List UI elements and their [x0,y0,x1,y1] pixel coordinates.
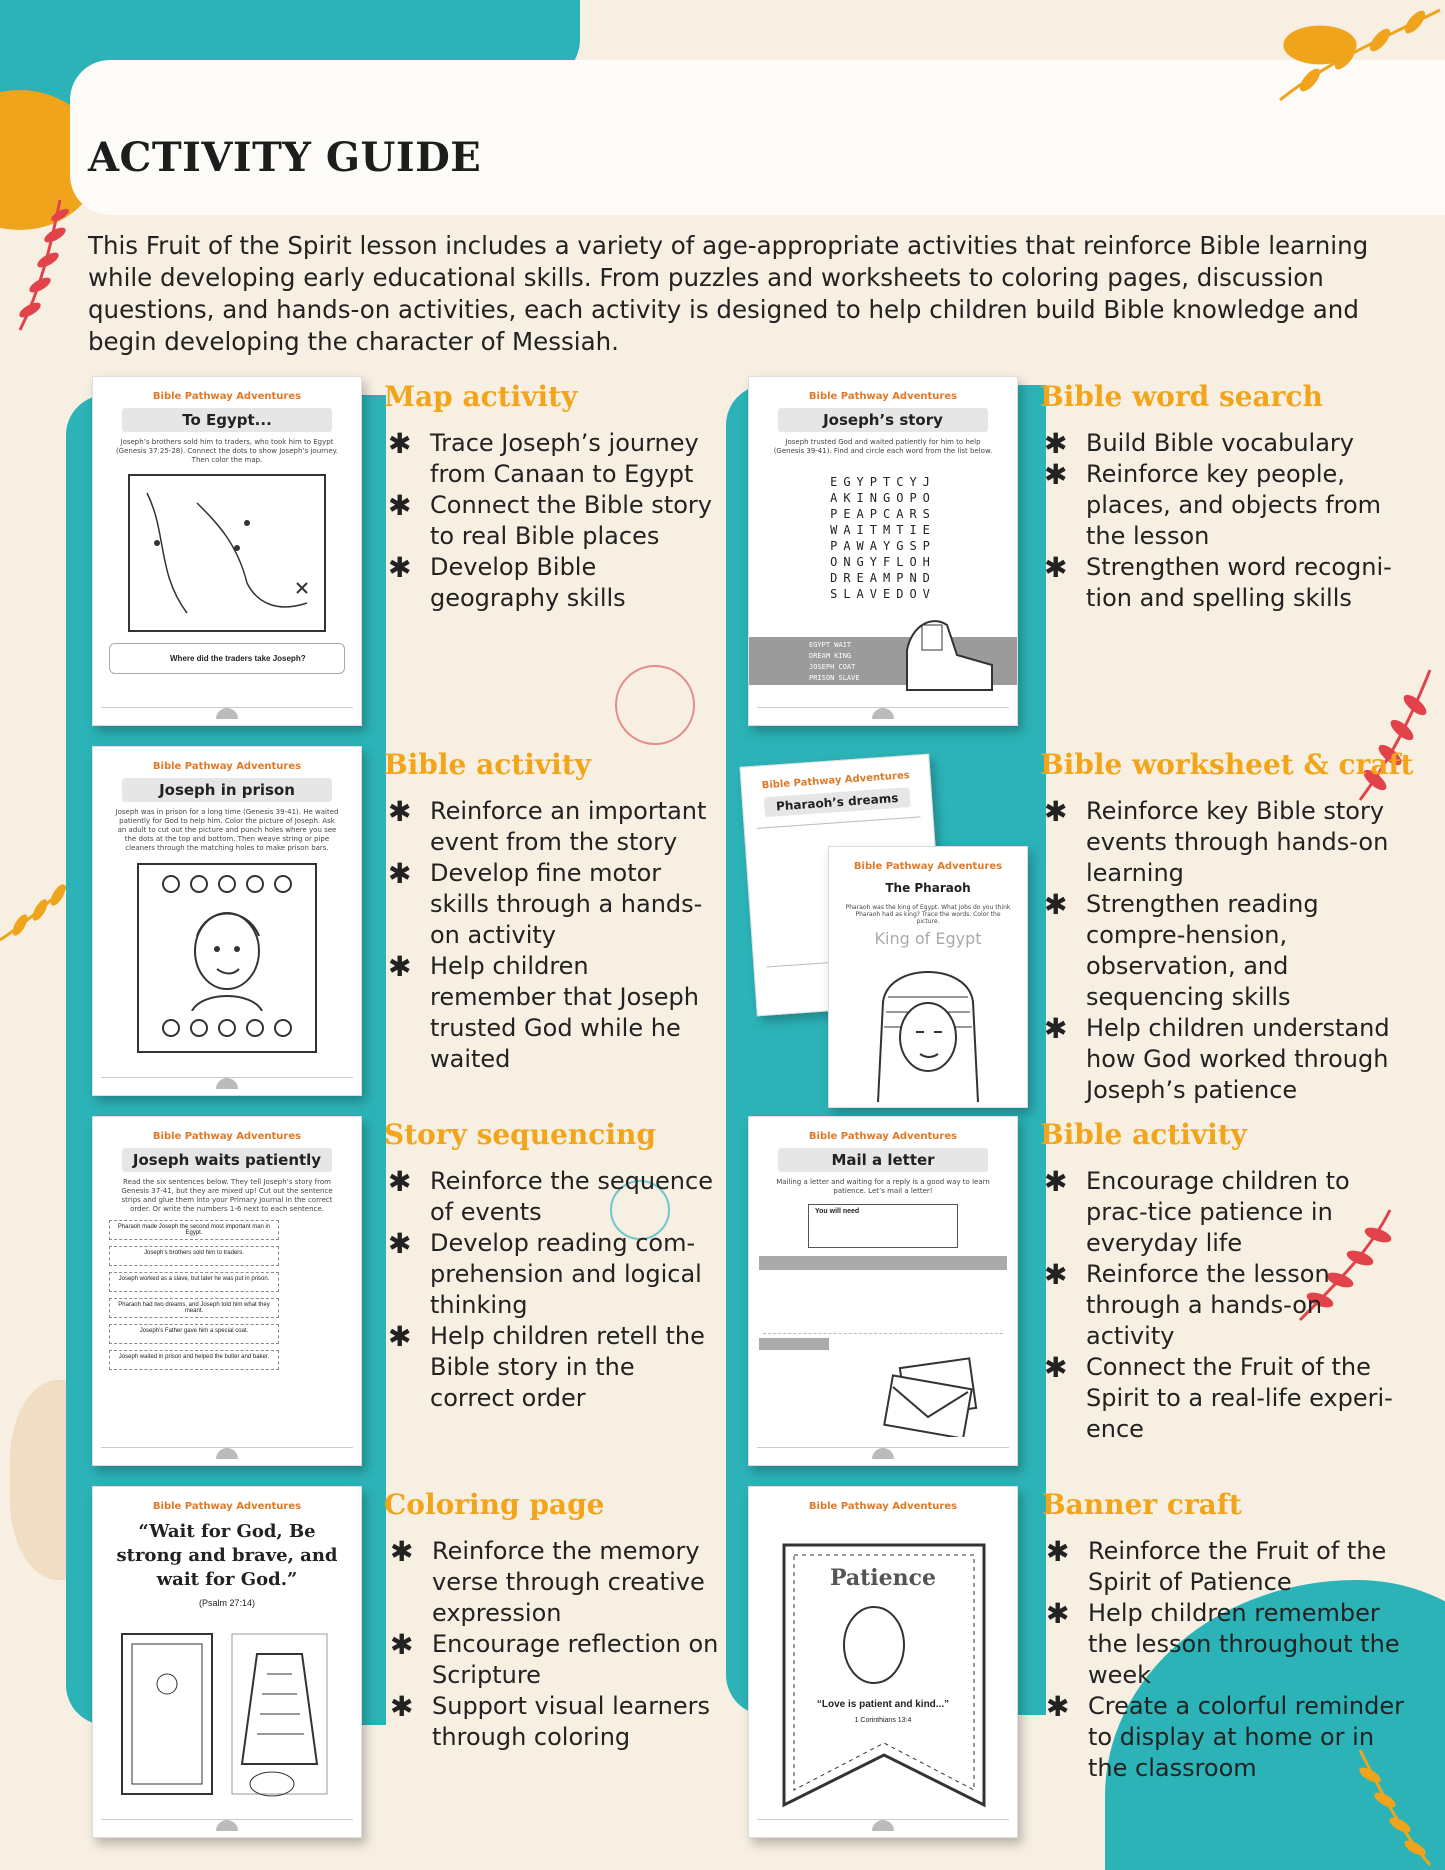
bullet-item: ✱ Reinforce an important event from the story [388,795,707,856]
brand-logo: Bible Pathway Adventures [853,861,1003,872]
card-description: Mailing a letter and waiting for a reply is a good way to learn patience. Let’s mail a letter! [776,1178,990,1195]
bullet-list-bible-activity-2 [1044,1166,1414,1445]
asterisk-bullet-icon: ✱ [1044,1258,1068,1291]
asterisk-bullet-icon: ✱ [1044,888,1068,921]
asterisk-bullet-icon: ✱ [388,795,412,828]
prison-craft-frame [137,863,317,1053]
sequence-strip: Pharaoh had two dreams, and Joseph told him what they meant. [109,1298,279,1318]
brand-logo: Bible Pathway Adventures [152,391,302,402]
card-title: Joseph waits patiently [122,1148,331,1172]
door-and-coat-illustration-icon [112,1614,342,1804]
asterisk-bullet-icon: ✱ [388,427,412,460]
map-activity-thumbnail [92,376,362,726]
bullet-item: ✱ Develop fine motor skills through a hands-on activity [388,857,703,949]
bullet-item: ✱ Develop Bible geography skills [388,551,626,612]
brand-logo: Bible Pathway Adventures [761,770,910,792]
bullet-item: ✱ Build Bible vocabulary [1044,427,1354,460]
asterisk-bullet-icon: ✱ [1046,1597,1070,1630]
brand-logo: Bible Pathway Adventures [808,1501,958,1512]
card-title: The Pharaoh [885,881,971,895]
coloring-page-thumbnail [92,1486,362,1838]
card-title: Joseph in prison [122,778,331,802]
card-title: Pharaoh’s dreams [763,787,911,817]
bullet-item: ✱ Develop reading com-prehension and logical thinking [388,1227,702,1319]
card-description: Joseph was in prison for a long time (Genesis 39-41). He waited patiently for God to help him. Color the picture of Joseph. Ask an adult to cut out the picture and punch holes where you see the dots at the top and bottom. Then weave string or pipe cleaners through the matching holes to make prison bars. [115,808,339,852]
sequence-strip: Joseph’s Father gave him a special coat. [109,1324,279,1344]
bible-activity-thumbnail [92,746,362,1096]
instructions-bar [759,1256,1007,1270]
word-search-thumbnail [748,376,1018,726]
section-title-bible-activity-2: Bible activity [1040,1118,1247,1151]
brand-logo: Bible Pathway Adventures [808,1131,958,1142]
card-footer [757,1447,1009,1459]
section-title-map-activity: Map activity [384,380,578,413]
sequence-strip: Joseph worked as a slave, but later he was put in prison. [109,1272,279,1292]
bullet-item: ✱ Support visual learners through coloring [390,1690,711,1751]
bullet-item: ✱ Help children retell the Bible story in the correct order [388,1320,705,1412]
discuss-bar [759,1338,829,1350]
hole-row-bottom [139,1019,315,1037]
asterisk-bullet-icon: ✱ [1044,551,1068,584]
intro-paragraph: This Fruit of the Spirit lesson includes a variety of age-appropriate activities that reinforce Bible learning while developing early educational skills. From puzzles and worksheets to coloring pages, discussion questions, and hands-on activities, each activity is designed to help children build Bible knowledge and begin developing the character of Messiah. [88,231,1369,356]
brand-logo: Bible Pathway Adventures [808,391,958,402]
banner-word: Patience [829,1565,937,1591]
asterisk-bullet-icon: ✱ [1044,458,1068,491]
brand-logo: Bible Pathway Adventures [152,1501,302,1512]
bullet-item: ✱ Reinforce the lesson through a hands-on activity [1044,1258,1330,1350]
bullet-list-story-sequencing [388,1166,718,1414]
bullet-list-bible-word-search [1044,428,1404,614]
hole-row-top [139,875,315,893]
card-footer [101,707,353,719]
asterisk-bullet-icon: ✱ [390,1690,414,1723]
red-leaf-sprig-icon [0,190,70,340]
section-title-bible-word-search: Bible word search [1040,380,1323,413]
word-list-bar: EGYPT WAIT DREAM KING JOSEPH COAT PRISON SLAVE [749,637,1017,685]
joseph-face-icon [177,901,277,1011]
the-pharaoh-thumbnail [828,846,1028,1108]
asterisk-bullet-icon: ✱ [1044,1351,1068,1384]
section-title-bible-worksheet-craft: Bible worksheet & craft [1040,748,1414,781]
story-sequencing-thumbnail [92,1116,362,1466]
bullet-item: ✱ Encourage reflection on Scripture [390,1628,719,1689]
bullet-item: ✱ Strengthen word recogni-tion and spelling skills [1044,551,1392,612]
asterisk-bullet-icon: ✱ [388,551,412,584]
bullet-item: ✱ Reinforce the memory verse through creative expression [390,1535,705,1627]
supplies-box: You will need [808,1204,958,1248]
bullet-item: ✱ Encourage children to prac-tice patience in everyday life [1044,1165,1350,1257]
bullet-item: ✱ Help children understand how God worked through Joseph’s patience [1044,1012,1390,1104]
bullet-item: ✱ Trace Joseph’s journey from Canaan to Egypt [388,427,699,488]
bullet-item: ✱ Strengthen reading compre-hension, observation, and sequencing skills [1044,888,1319,1011]
asterisk-bullet-icon: ✱ [1044,1012,1068,1045]
red-leaf-sprig-right-icon [1350,660,1440,810]
memory-verse: “Wait for God, Be strong and brave, and wait for God.” [116,1521,338,1590]
bullet-item: ✱ Reinforce key people, places, and objects from the lesson [1044,458,1382,550]
sequence-strips [93,1220,361,1370]
asterisk-bullet-icon: ✱ [390,1628,414,1661]
trace-words: King of Egypt [874,929,982,948]
verse-reference: (Psalm 27:14) [198,1598,256,1608]
bullet-list-banner-craft [1046,1536,1416,1784]
brand-logo: Bible Pathway Adventures [152,1131,302,1142]
asterisk-bullet-icon: ✱ [1046,1690,1070,1723]
banner-craft-thumbnail [748,1486,1018,1838]
asterisk-bullet-icon: ✱ [1044,427,1068,460]
sequence-strip: Joseph waited in prison and helped the butler and baker. [109,1350,279,1370]
card-footer [757,1819,1009,1831]
pharaoh-face-icon [858,952,998,1102]
asterisk-bullet-icon: ✱ [390,1535,414,1568]
card-question: Where did the traders take Joseph? [109,643,345,674]
card-footer [101,1447,353,1459]
bullet-item: ✱ Connect the Fruit of the Spirit to a real-life experi-ence [1044,1351,1393,1443]
bullet-list-bible-activity [388,796,718,1075]
sequence-strip: Joseph’s brothers sold him to traders. [109,1246,279,1266]
card-title: Joseph’s story [778,408,987,432]
word-search-grid: EGYPTCYJ AKINGOPO PEAPCARS WAITMTIE PAWAYGSP ONGYFLOH DREAMPND SLAVEDOV [830,475,936,601]
asterisk-bullet-icon: ✱ [388,950,412,983]
section-title-banner-craft: Banner craft [1042,1488,1242,1521]
sphinx-icon [887,595,997,695]
map-illustration-icon [127,473,327,633]
ring-decoration [615,665,695,745]
envelope-icon [883,1357,993,1437]
bullet-item: ✱ Reinforce the Fruit of the Spirit of Patience [1046,1535,1387,1596]
asterisk-bullet-icon: ✱ [1044,1165,1068,1198]
banner-quote: “Love is patient and kind...” [816,1699,950,1710]
card-description: Joseph trusted God and waited patiently for him to help (Genesis 39-41). Find and circle each word from the list below. [773,438,993,455]
card-description: Pharaoh was the king of Egypt. What jobs do you think Pharaoh had as king? Trace the words. Color the picture. [845,904,1011,925]
section-title-coloring-page: Coloring page [384,1488,605,1521]
bullet-item: ✱ Help children remember that Joseph trusted God while he waited [388,950,699,1073]
banner-reference: 1 Corinthians 13:4 [854,1717,912,1724]
sequence-strip: Pharaoh made Joseph the second most important man in Egypt. [109,1220,279,1240]
bullet-list-map-activity [388,428,718,614]
mail-a-letter-thumbnail [748,1116,1018,1466]
asterisk-bullet-icon: ✱ [1044,795,1068,828]
card-footer [757,707,1009,719]
card-footer [101,1077,353,1089]
bullet-list-bible-worksheet-craft [1044,796,1414,1106]
bullet-item: ✱ Reinforce key Bible story events through hands-on learning [1044,795,1389,887]
instructions-lines [763,1274,1003,1334]
bullet-list-coloring-page [390,1536,720,1753]
section-title-story-sequencing: Story sequencing [384,1118,656,1151]
section-title-bible-activity: Bible activity [384,748,591,781]
card-footer [101,1819,353,1831]
bullet-item: ✱ Help children remember the lesson throughout the week [1046,1597,1400,1689]
card-description: Read the six sentences below. They tell Joseph’s story from Genesis 37-41, but they are mixed up! Cut out the sentence strips and glue them into your Primary Journal in the correct order. Or write the numbers 1-6 next to each sentence. [121,1178,333,1213]
card-title: Mail a letter [778,1148,987,1172]
bullet-item: ✱ Create a colorful reminder to display at home or in the classroom [1046,1690,1404,1782]
asterisk-bullet-icon: ✱ [1046,1535,1070,1568]
card-description: Joseph’s brothers sold him to traders, who took him to Egypt (Genesis 37:25-28). Connect the dots to show Joseph’s journey. Then color the map. [115,438,339,464]
card-title: To Egypt... [122,408,331,432]
asterisk-bullet-icon: ✱ [388,857,412,890]
bullet-item: ✱ Reinforce the sequence of events [388,1165,713,1226]
page-title: ACTIVITY GUIDE [88,134,482,181]
bullet-item: ✱ Connect the Bible story to real Bible places [388,489,712,550]
asterisk-bullet-icon: ✱ [388,1165,412,1198]
asterisk-bullet-icon: ✱ [388,489,412,522]
asterisk-bullet-icon: ✱ [388,1227,412,1260]
brand-logo: Bible Pathway Adventures [152,761,302,772]
asterisk-bullet-icon: ✱ [388,1320,412,1353]
orange-leaf-sprig-top-icon [1270,0,1445,110]
